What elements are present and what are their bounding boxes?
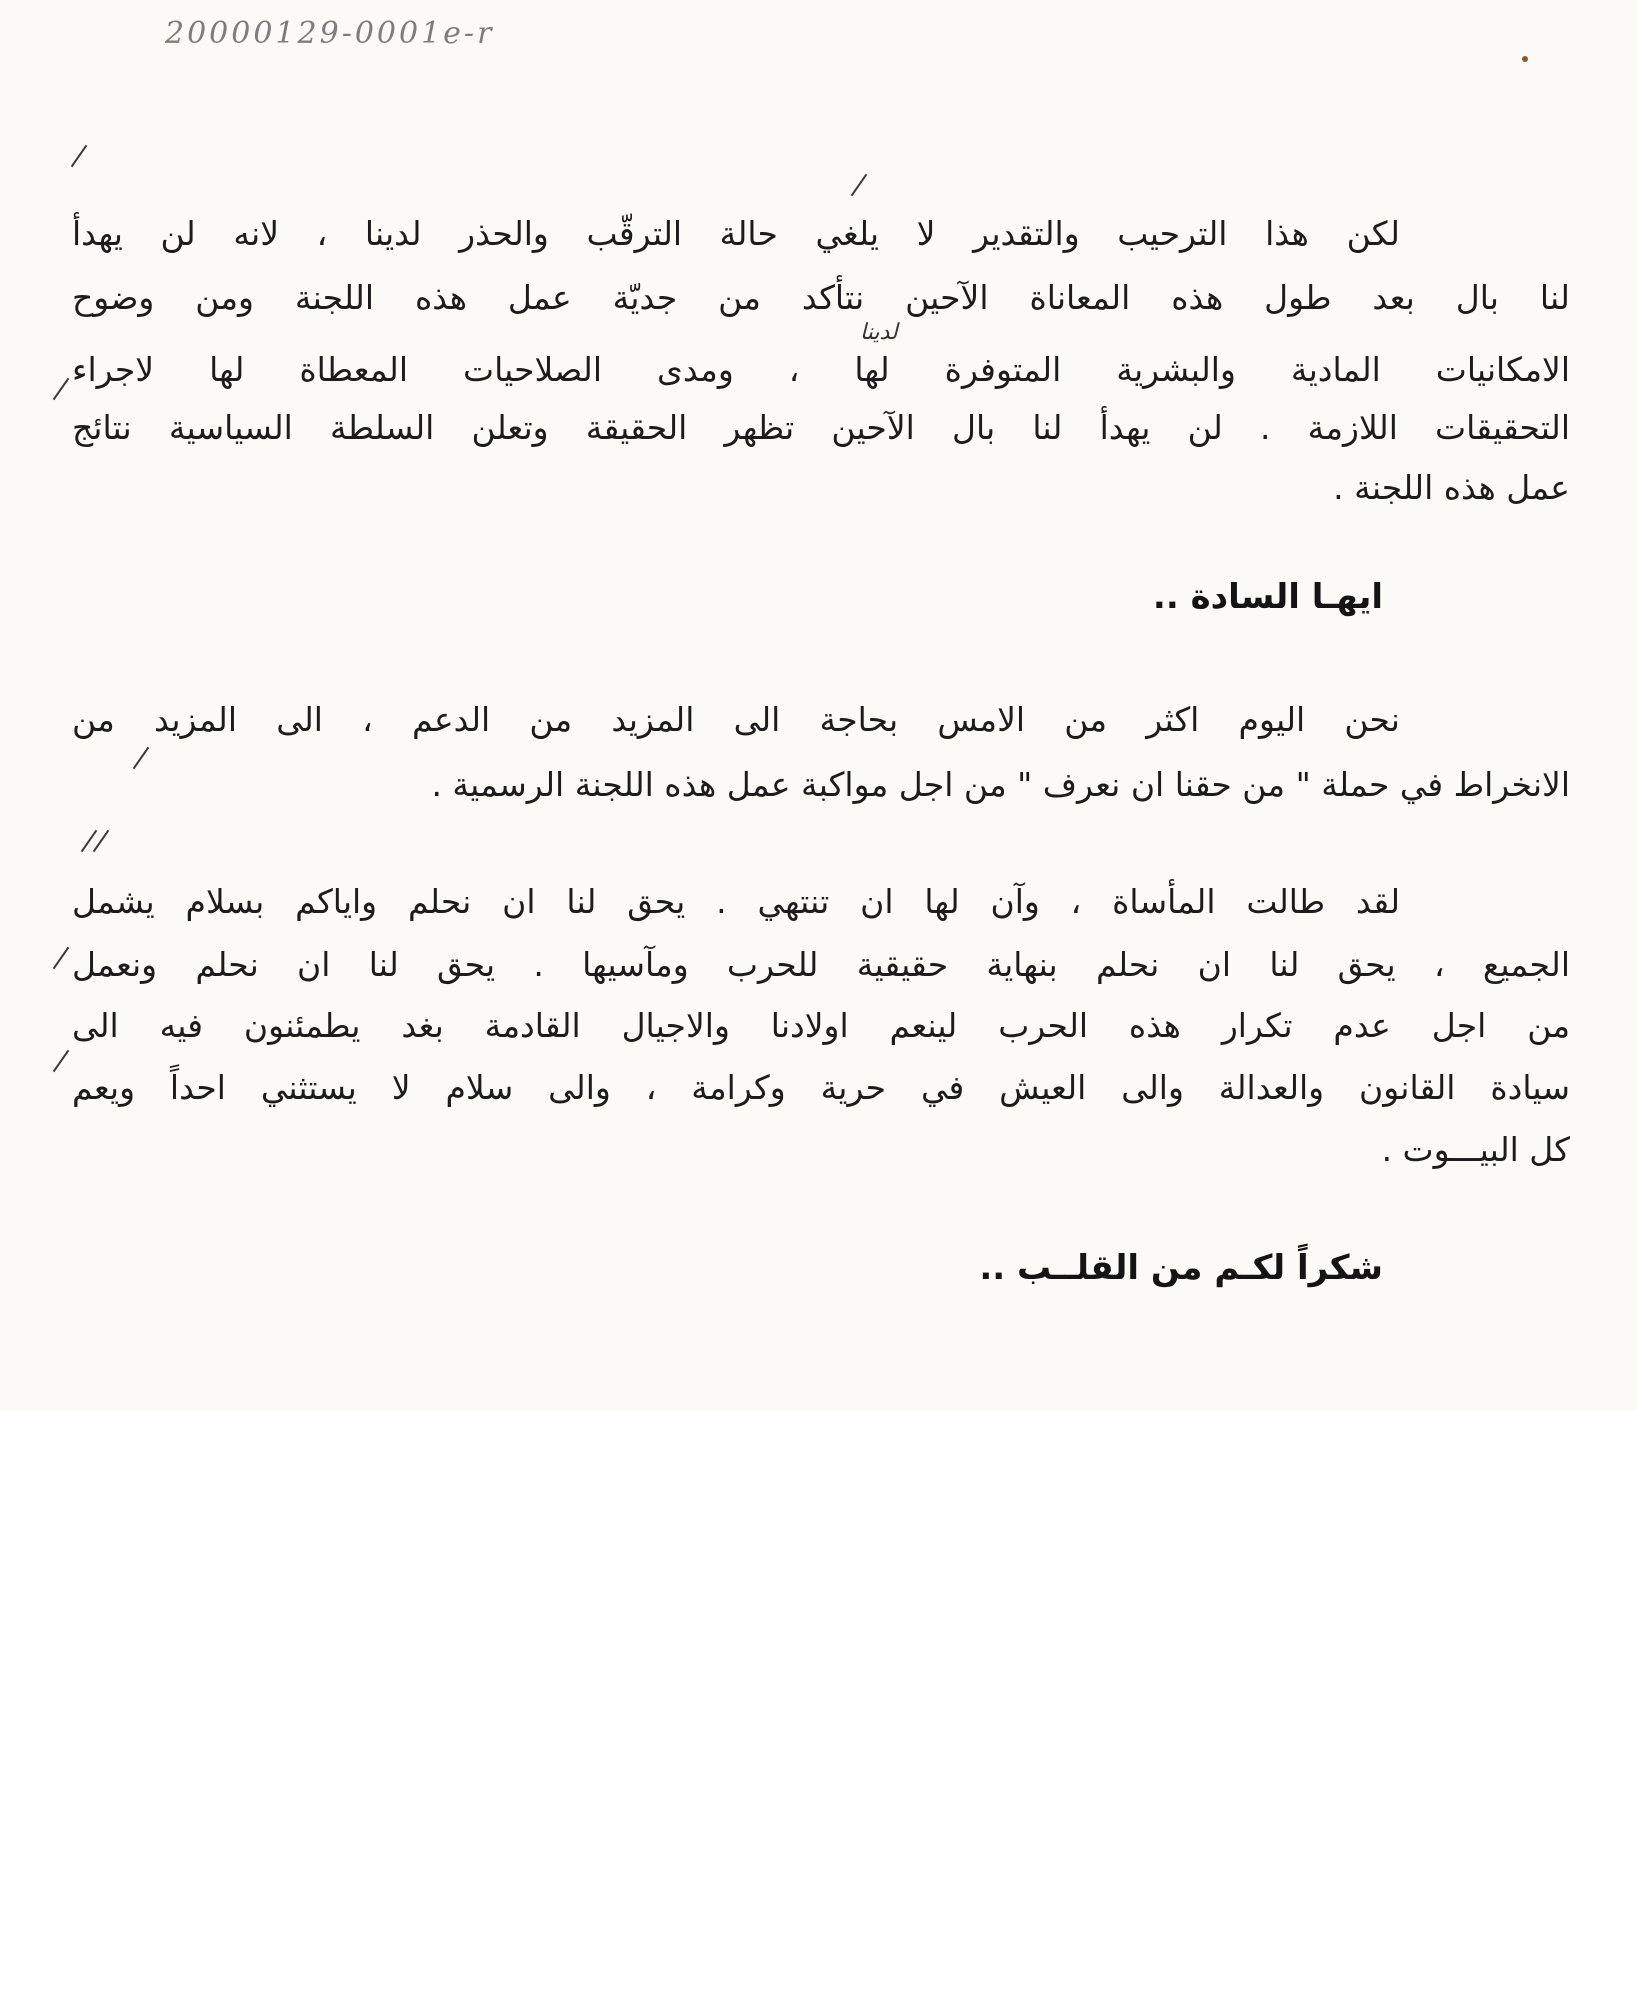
paper-speck	[1522, 56, 1528, 62]
text-line: الامكانيات المادية والبشرية المتوفرة لها ، ومدى الصلاحيات المعطاة لها لاجراء	[72, 350, 1570, 389]
text-line: عمل هذه اللجنة .	[1333, 468, 1570, 507]
text-line: لقد طالت المأساة ، وآن لها ان تنتهي . يحق لنا ان نحلم واياكم بسلام يشمل	[72, 882, 1400, 921]
text-line: نحن اليوم اكثر من الامس بحاجة الى المزيد من الدعم ، الى المزيد من	[72, 700, 1400, 739]
text-line: سيادة القانون والعدالة والى العيش في حرية وكرامة ، والى سلام لا يستثني احداً ويعم	[72, 1068, 1570, 1107]
text-line: الانخراط في حملة " من حقنا ان نعرف " من اجل مواكبة عمل هذه اللجنة الرسمية .	[431, 765, 1570, 804]
text-line: كل البيـــوت .	[1381, 1130, 1570, 1169]
handwritten-correction: لدينا	[860, 320, 898, 345]
text-line: من اجل عدم تكرار هذه الحرب لينعم اولادنا والاجيال القادمة بغد يطمئنون فيه الى	[72, 1006, 1570, 1045]
text-line: الجميع ، يحق لنا ان نحلم بنهاية حقيقية للحرب ومآسيها . يحق لنا ان نحلم ونعمل	[72, 945, 1570, 984]
text-line: لكن هذا الترحيب والتقدير لا يلغي حالة الترقّب والحذر لدينا ، لانه لن يهدأ	[72, 214, 1400, 253]
text-line: لنا بال بعد طول هذه المعاناة الآحين نتأكد من جديّة عمل هذه اللجنة ومن وضوح	[72, 278, 1570, 317]
handwritten-reference-number: 20000129-0001e-r	[165, 16, 495, 51]
text-line: التحقيقات اللازمة . لن يهدأ لنا بال الآحين تظهر الحقيقة وتعلن السلطة السياسية نتائج	[72, 408, 1570, 447]
closing-line: شكراً لكـم من القلــب ..	[979, 1248, 1383, 1288]
salutation-heading: ايهـا السادة ..	[1152, 577, 1383, 617]
